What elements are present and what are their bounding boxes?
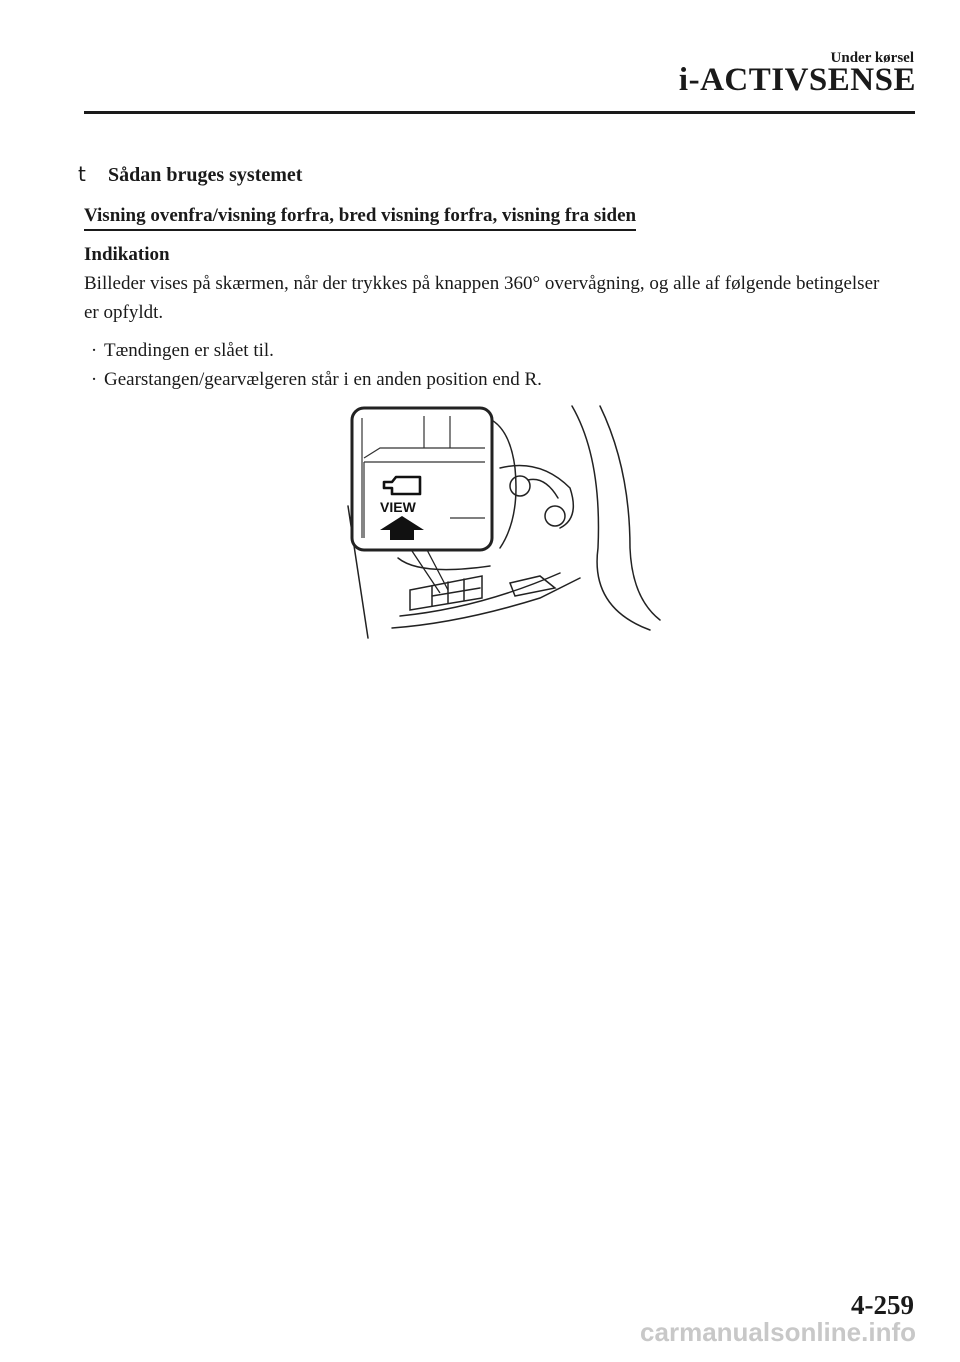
chapter-title: Under kørsel [830,50,914,66]
list-bullet: · [90,340,98,361]
list-item [84,365,542,394]
page-number: 4-259 [851,1290,914,1320]
body-paragraph: Billeder vises på skærmen, når der trykkes på knappen 360° overvågning, og alle af følgende betingelser er opfyldt. [84,273,880,323]
section-heading [78,162,302,187]
dashboard-illustration [340,398,670,648]
conditions-list [84,336,542,394]
list-item [84,336,542,365]
list-bullet: · [90,369,98,390]
view-button-label: VIEW [380,499,416,515]
list-item-text: Gearstangen/gearvælgeren står i en anden position end R. [104,369,542,390]
section-title: i-ACTIVSENSE [678,62,916,98]
header-rule [84,111,915,114]
bullet-mark: t [78,162,86,186]
watermark: carmanualsonline.info [640,1317,916,1347]
label-indikation: Indikation [84,244,170,265]
heading-text: Sådan bruges systemet [108,164,303,186]
subheading: Visning ovenfra/visning forfra, bred visning forfra, visning fra siden [84,205,636,231]
list-item-text: Tændingen er slået til. [104,340,274,361]
